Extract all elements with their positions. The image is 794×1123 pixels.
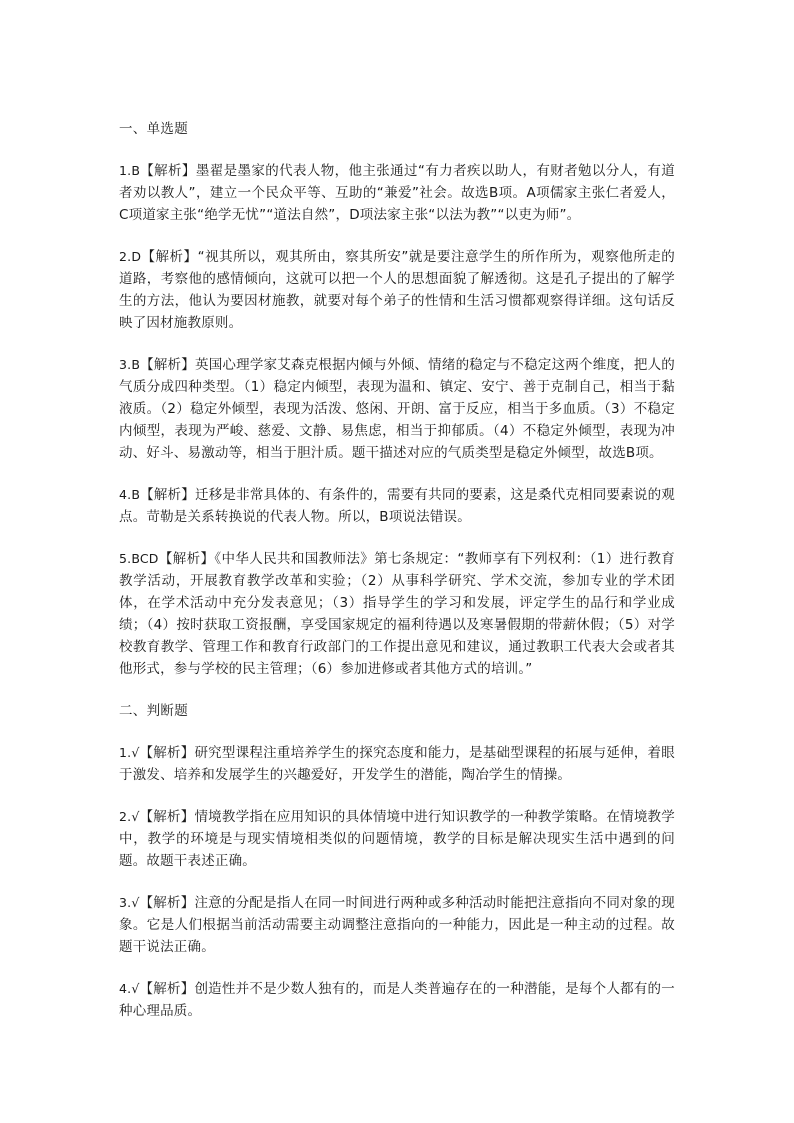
section-title-true-false: 二、判断题 [119,703,188,719]
answer-number: 1.B [119,163,141,178]
analysis-tag: 【解析】 [158,551,215,567]
analysis-tag: 【解析】 [139,745,195,761]
analysis-tag: 【解析】 [140,163,196,179]
analysis-text: 迁移是非常具体的、有条件的，需要有共同的要素，这是桑代克相同要素说的观点。苛勒是关系转换说的代表人物。所以，B项说法错误。 [119,487,675,525]
analysis-text: “视其所以，观其所由，察其所安”就是要注意学生的所作所为，观察他所走的道路，考察他的感情倾向，这就可以把一个人的思想面貌了解透彻。这是孔子提出的了解学生的方法，他认为要因材施教，就要对每个弟子的性情和生活习惯都观察得详细。这句话反映了因材施教原则。 [119,249,675,331]
analysis-text: 《中华人民共和国教师法》第七条规定：“教师享有下列权利：（1）进行教育教学活动，开展教育教学改革和实验；（2）从事科学研究、学术交流，参加专业的学术团体，在学术活动中充分发表意见；（3）指导学生的学习和发展，评定学生的品行和学业成绩；（4）按时获取工资报酬，享受国家规定的福利待遇以及寒暑假期的带薪休假；（5）对学校教育教学、管理工作和教育行政部门的工作提出意见和建议，通过教职工代表大会或者其他形式，参与学校的民主管理；（6）参加进修或者其他方式的培训。” [119,551,675,677]
answer-number: 4.B [119,487,141,502]
answer-number: 1.√ [119,745,140,760]
analysis-tag: 【解析】 [140,357,195,373]
answer-item [119,354,675,464]
answer-item [119,160,675,226]
analysis-text: 研究型课程注重培养学生的探究态度和能力，是基础型课程的拓展与延伸，着眼于激发、培养和发展学生的兴趣爱好，开发学生的潜能，陶冶学生的情操。 [119,745,675,783]
answer-item [119,548,675,680]
answer-number: 2.√ [119,809,140,824]
analysis-text: 创造性并不是少数人独有的，而是人类普遍存在的一种潜能，是每个人都有的一种心理品质。 [119,981,675,1019]
answer-item [119,806,675,872]
answer-number: 5.BCD [119,551,159,566]
analysis-tag: 【解析】 [141,249,198,265]
answer-document [119,118,675,1042]
answer-item [119,484,675,528]
section-title-single-choice: 一、单选题 [119,121,188,137]
analysis-text: 注意的分配是指人在同一时间进行两种或多种活动时能把注意指向不同对象的现象。它是人们根据当前活动需要主动调整注意指向的一种能力，因此是一种主动的过程。故题干说法正确。 [119,895,675,955]
analysis-text: 英国心理学家艾森克根据内倾与外倾、情绪的稳定与不稳定这两个维度，把人的气质分成四种类型。（1）稳定内倾型，表现为温和、镇定、安宁、善于克制自己，相当于黏液质。（2）稳定外倾型，表现为活泼、悠闲、开朗、富于反应，相当于多血质。（3）不稳定内倾型，表现为严峻、慈爱、文静、易焦虑，相当于抑郁质。（4）不稳定外倾型，表现为冲动、好斗、易激动等，相当于胆汁质。题干描述对应的气质类型是稳定外倾型，故选B项。 [119,357,675,461]
answer-item [119,246,675,334]
answer-item [119,892,675,958]
analysis-tag: 【解析】 [139,895,195,911]
analysis-text: 情境教学指在应用知识的具体情境中进行知识教学的一种教学策略。在情境教学中，教学的环境是与现实情境相类似的问题情境，教学的目标是解决现实生活中遇到的问题。故题干表述正确。 [119,809,675,869]
answer-number: 4.√ [119,981,140,996]
analysis-tag: 【解析】 [139,809,195,825]
analysis-tag: 【解析】 [140,487,195,503]
answer-number: 2.D [119,249,142,264]
answer-item [119,742,675,786]
answer-number: 3.B [119,357,141,372]
answer-number: 3.√ [119,895,140,910]
analysis-tag: 【解析】 [139,981,195,997]
answer-item [119,978,675,1022]
analysis-text: 墨翟是墨家的代表人物，他主张通过“有力者疾以助人，有财者勉以分人，有道者劝以教人”，建立一个民众平等、互助的“兼爱”社会。故选B项。A项儒家主张仁者爱人，C项道家主张“绝学无忧”“道法自然”，D项法家主张“以法为教”“以吏为师”。 [119,163,675,223]
